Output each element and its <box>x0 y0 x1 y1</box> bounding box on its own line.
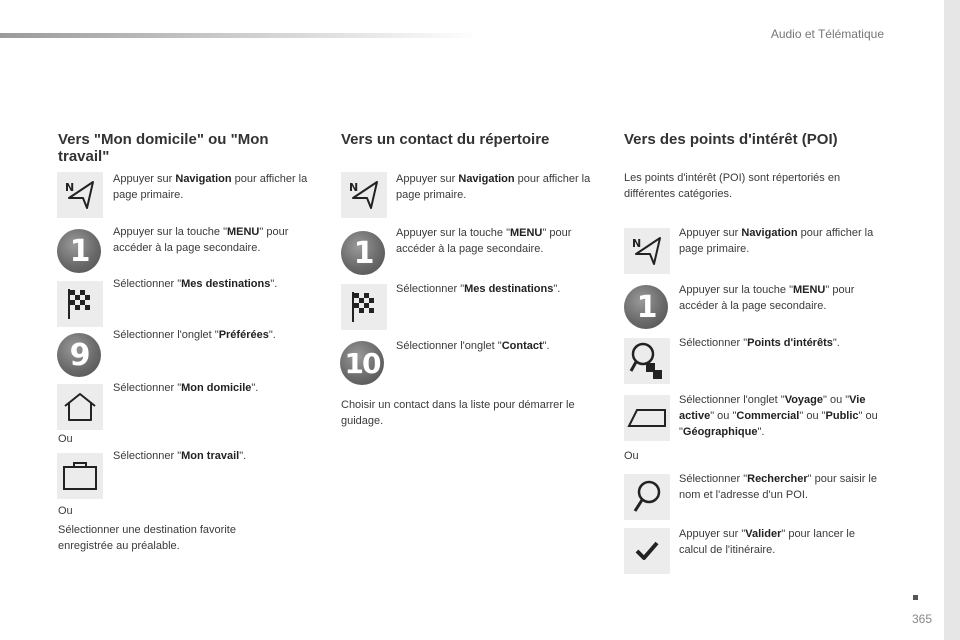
home-icon <box>57 384 103 430</box>
step-badge-1: 1 <box>57 229 101 273</box>
svg-text:N: N <box>632 237 642 250</box>
step-badge-1: 1 <box>341 231 385 275</box>
svg-text:N: N <box>65 181 75 194</box>
col2-final-note: Choisir un contact dans la liste pour démarrer le guidage. <box>341 399 575 427</box>
col1-ou-2: Ou <box>58 505 73 517</box>
col2-step-navigation: Appuyer sur Navigation pour afficher la page primaire. <box>396 173 591 201</box>
col1-final-note: Sélectionner une destination favorite enregistrée au préalable. <box>58 524 236 552</box>
col2-step-contact: Sélectionner l'onglet "Contact". <box>396 340 550 352</box>
col2-step-destinations: Sélectionner "Mes destinations". <box>396 283 561 295</box>
page-number: 365 <box>912 612 933 626</box>
step-badge-9: 9 <box>57 333 101 377</box>
right-margin-strip <box>944 0 960 640</box>
col1-step-destinations: Sélectionner "Mes destinations". <box>113 278 278 290</box>
col3-step-menu: Appuyer sur la touche "MENU" pour accéder à la page secondaire. <box>679 284 855 312</box>
navigation-icon <box>341 172 387 218</box>
col3-intro: Les points d'intérêt (POI) sont répertoriés en différentes catégories. <box>624 172 841 200</box>
step-badge-1: 1 <box>624 285 668 329</box>
checkmark-icon <box>624 528 670 574</box>
col1-ou-1: Ou <box>58 433 73 445</box>
col3-step-navigation: Appuyer sur Navigation pour afficher la page primaire. <box>679 227 874 255</box>
briefcase-icon <box>57 453 103 499</box>
checkered-flag-icon <box>341 284 387 330</box>
page-marker <box>913 595 918 600</box>
col1-step-travail: Sélectionner "Mon travail". <box>113 450 247 462</box>
navigation-icon <box>57 172 103 218</box>
col3-step-onglet: Sélectionner l'onglet "Voyage" ou "Vie active" ou "Commercial" ou "Public" ou "Géographique". <box>679 394 878 438</box>
top-decorative-bar <box>0 33 480 38</box>
col3-step-valider: Appuyer sur "Valider" pour lancer le calcul de l'itinéraire. <box>679 528 855 556</box>
step-badge-10: 10 <box>340 341 384 385</box>
svg-text:N: N <box>349 181 359 194</box>
poi-search-icon <box>624 338 670 384</box>
col3-ou-1: Ou <box>624 450 639 462</box>
col1-step-preferees: Sélectionner l'onglet "Préférées". <box>113 329 276 341</box>
col3-heading: Vers des points d'intérêt (POI) <box>624 131 838 148</box>
col1-step-navigation: Appuyer sur Navigation pour afficher la page primaire. <box>113 173 308 201</box>
category-tab-icon <box>624 395 670 441</box>
col2-heading: Vers un contact du répertoire <box>341 131 550 148</box>
col1-step-menu: Appuyer sur la touche "MENU" pour accéder à la page secondaire. <box>113 226 289 254</box>
section-header: Audio et Télématique <box>770 27 884 41</box>
col1-step-domicile: Sélectionner "Mon domicile". <box>113 382 259 394</box>
search-icon <box>624 474 670 520</box>
col1-heading: Vers "Mon domicile" ou "Mon travail" <box>58 131 269 165</box>
col3-step-rechercher: Sélectionner "Rechercher" pour saisir le nom et l'adresse d'un POI. <box>679 473 877 501</box>
col2-step-menu: Appuyer sur la touche "MENU" pour accéder à la page secondaire. <box>396 227 572 255</box>
checkered-flag-icon <box>57 281 103 327</box>
col3-step-poi: Sélectionner "Points d'intérêts". <box>679 337 840 349</box>
navigation-icon <box>624 228 670 274</box>
